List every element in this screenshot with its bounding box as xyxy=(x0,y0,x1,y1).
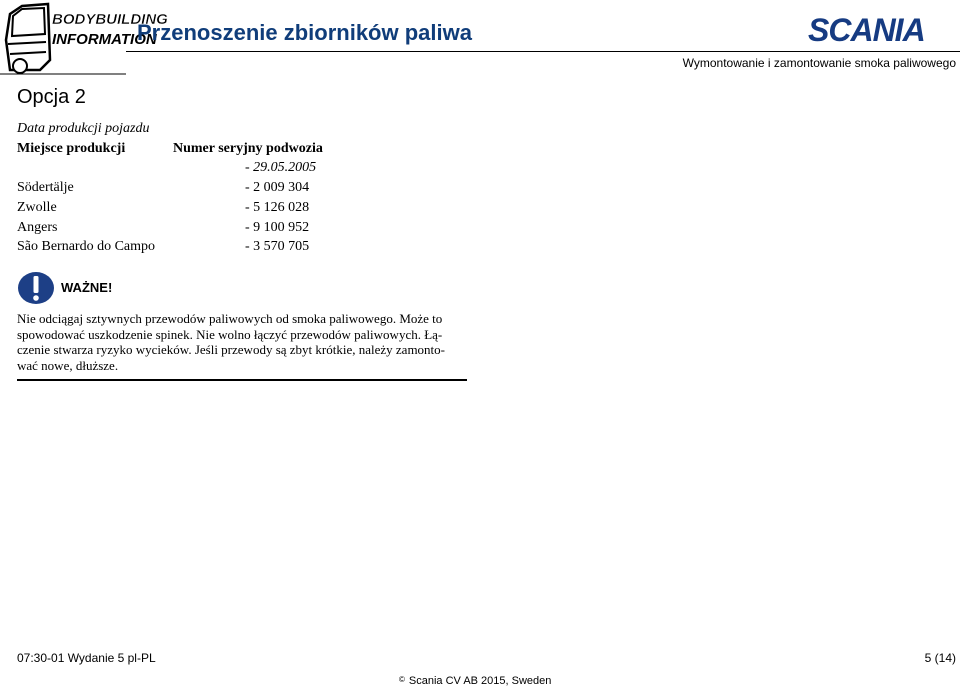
page-subtitle: Wymontowanie i zamontowanie smoka paliwowego xyxy=(682,56,956,70)
logo-line1: BODYBUILDING xyxy=(52,11,168,28)
scania-logo: SCANIA xyxy=(808,12,925,48)
header-divider xyxy=(126,51,960,52)
warning-line: wać nowe, dłuższe. xyxy=(17,357,119,373)
warning-divider xyxy=(17,379,467,381)
column-header-serial: Numer seryjny podwozia xyxy=(173,141,323,156)
date-dash: - xyxy=(245,160,250,175)
warning-line: czenie stwarza ryzyko wycieków. Jeśli przewody są zbyt krótkie, należy zamonto- xyxy=(17,342,445,357)
section-title: Opcja 2 xyxy=(17,86,86,108)
warning-label: WAŻNE! xyxy=(61,280,113,295)
logo-line2: INFORMATION xyxy=(52,31,157,48)
production-date-row xyxy=(245,160,316,176)
page-title: Przenoszenie zbiorników paliwa xyxy=(137,20,472,45)
row-serial: - 2 009 304 xyxy=(245,180,310,195)
row-place: Södertälje xyxy=(17,180,74,195)
warning-text xyxy=(17,311,467,373)
row-serial: - 5 126 028 xyxy=(245,200,310,215)
table-row xyxy=(17,180,337,198)
page-number: 5 (14) xyxy=(924,651,956,665)
table-row xyxy=(17,239,337,257)
copyright xyxy=(399,675,551,687)
row-place: São Bernardo do Campo xyxy=(17,239,156,254)
exclamation-icon xyxy=(17,271,55,305)
row-serial: - 3 570 705 xyxy=(245,239,310,254)
copyright-symbol: © xyxy=(399,675,405,684)
copyright-text: Scania CV AB 2015, Sweden xyxy=(408,675,552,687)
row-serial: - 9 100 952 xyxy=(245,220,310,235)
bodybuilding-information-logo xyxy=(0,0,168,76)
column-header-place: Miejsce produkcji xyxy=(17,141,126,156)
production-date-value: 29.05.2005 xyxy=(253,160,317,175)
table-row xyxy=(17,220,337,238)
warning-line: Nie odciągaj sztywnych przewodów paliwowych od smoka paliwowego. Może to xyxy=(17,311,443,326)
warning-line: spowodować uszkodzenie spinek. Nie wolno łączyć przewodów paliwowych. Łą- xyxy=(17,326,443,342)
row-place: Zwolle xyxy=(17,200,57,215)
table-row xyxy=(17,200,337,218)
row-place: Angers xyxy=(17,220,58,235)
document-id: 07:30-01 Wydanie 5 pl-PL xyxy=(17,651,156,665)
production-date-label: Data produkcji pojazdu xyxy=(17,121,150,136)
